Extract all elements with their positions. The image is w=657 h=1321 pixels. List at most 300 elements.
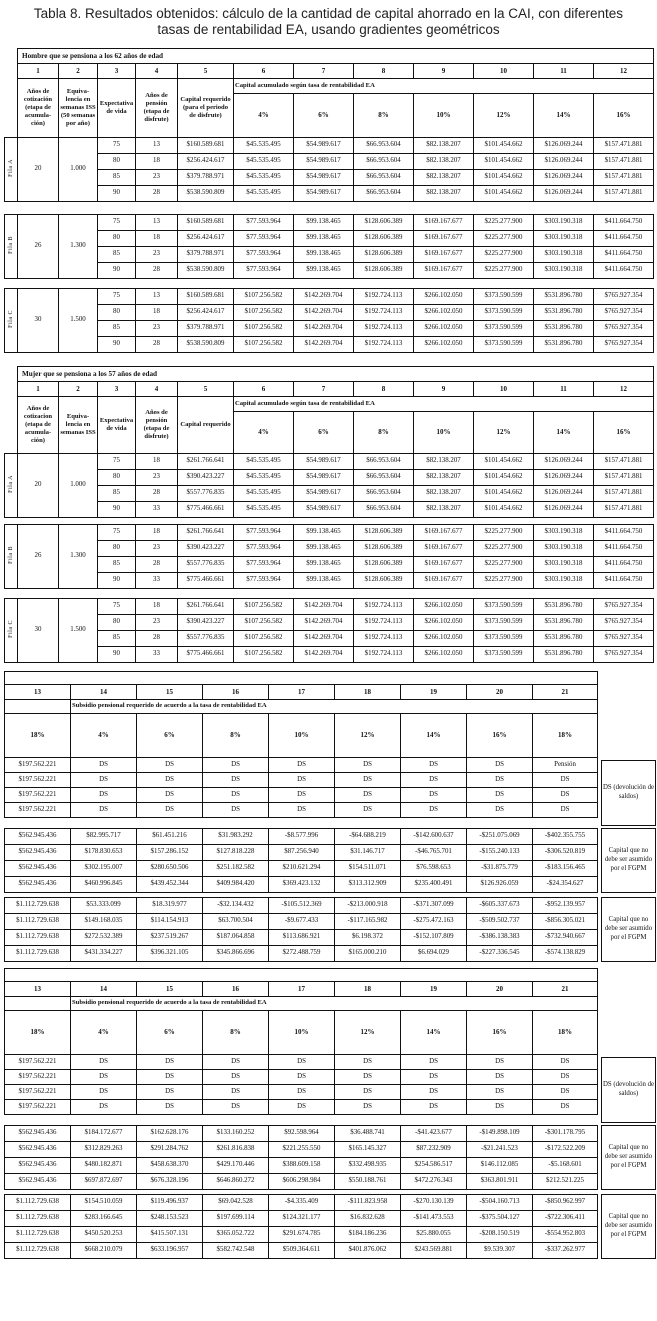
- subsidy-value: DS: [137, 1084, 203, 1099]
- column-number: 5: [178, 63, 234, 78]
- capital-acumulado: $99.138.465: [294, 214, 354, 230]
- capital-acumulado: $77.593.964: [234, 556, 294, 572]
- subsidy-value: DS: [137, 802, 203, 817]
- capital-acumulado: $225.277.900: [474, 556, 534, 572]
- subsidy-value: DS: [203, 787, 269, 802]
- capital-requerido: $160.589.681: [178, 137, 234, 153]
- subsidy-value: DS: [533, 1069, 598, 1084]
- column-number: 18: [335, 981, 401, 996]
- capital-acumulado: $107.256.582: [234, 288, 294, 304]
- column-number: 8: [354, 63, 414, 78]
- capital-value: $633.196.957: [137, 1242, 203, 1258]
- expectativa-vida: 85: [98, 485, 136, 501]
- rate-header: 10%: [414, 411, 474, 453]
- subsidy-value: DS: [203, 1084, 269, 1099]
- capital-acumulado: $411.664.750: [594, 556, 654, 572]
- capital-acumulado: $101.454.662: [474, 169, 534, 185]
- rate-header: 18%: [533, 713, 598, 757]
- capital-value: $582.742.548: [203, 1242, 269, 1258]
- capital-acumulado: $266.102.050: [414, 630, 474, 646]
- anos-pension: 18: [136, 524, 178, 540]
- capital-value: -$509.502.737: [467, 913, 533, 929]
- side-label-fgpm: Capital que no debe ser asumido por el FGPM: [601, 828, 656, 893]
- capital-value: $562.945.436: [5, 876, 71, 892]
- expectativa-vida: 75: [98, 137, 136, 153]
- capital-value: $25.880.055: [401, 1226, 467, 1242]
- tables-container: [0, 48, 657, 1259]
- capital-requerido: $261.766.641: [178, 453, 234, 469]
- capital-acumulado: $225.277.900: [474, 230, 534, 246]
- capital-acumulado: $531.896.780: [534, 598, 594, 614]
- subsidy-value: DS: [401, 802, 467, 817]
- capital-acumulado: $126.069.244: [534, 185, 594, 201]
- capital-value: $1.112.729.638: [5, 945, 71, 961]
- column-header: Años de pensión (etapa de disfrute): [136, 396, 178, 453]
- capital-value: $165.000.210: [335, 945, 401, 961]
- capital-requerido: $390.423.227: [178, 469, 234, 485]
- capital-acumulado: $107.256.582: [234, 304, 294, 320]
- capital-requerido: $379.788.971: [178, 246, 234, 262]
- capital-value: $114.154.913: [137, 913, 203, 929]
- capital-value: -$574.138.829: [533, 945, 598, 961]
- capital-value: $16.832.628: [335, 1210, 401, 1226]
- subsidy-section-men-subsidy: [4, 671, 657, 818]
- capital-acumulado: $303.190.318: [534, 246, 594, 262]
- expectativa-vida: 80: [98, 540, 136, 556]
- capital-value: $165.145.327: [335, 1141, 401, 1157]
- capital-value: -$301.178.795: [533, 1125, 598, 1141]
- capital-acumulado: $157.471.881: [594, 501, 654, 517]
- capital-value: $212.521.225: [533, 1173, 598, 1189]
- capital-value: -$554.952.803: [533, 1226, 598, 1242]
- capital-value: $127.818.228: [203, 844, 269, 860]
- capital-acumulado: $107.256.582: [234, 630, 294, 646]
- capital-value: $1.112.729.638: [5, 1226, 71, 1242]
- subsidy-value: DS: [71, 787, 137, 802]
- capital-value: -$142.600.637: [401, 828, 467, 844]
- rate-header: 8%: [354, 93, 414, 137]
- cotizacion-value: 20: [18, 137, 59, 201]
- expectativa-vida: 75: [98, 598, 136, 614]
- column-number: 13: [5, 981, 71, 996]
- capital-acumulado: $54.989.617: [294, 137, 354, 153]
- group-header: Capital acumulado según tasa de rentabilidad EA: [234, 78, 654, 93]
- capital-acumulado: $765.927.354: [594, 646, 654, 662]
- capital-requerido: $775.466.661: [178, 572, 234, 588]
- capital-value: $291.284.762: [137, 1141, 203, 1157]
- subsidy-value: Pensión: [533, 757, 598, 772]
- empty-cell: [5, 699, 71, 713]
- cotizacion-value: 26: [18, 214, 59, 278]
- anos-pension: 28: [136, 185, 178, 201]
- subsidy-value: DS: [533, 1099, 598, 1114]
- capital-value: $429.170.446: [203, 1157, 269, 1173]
- subsidy-table-men-subsidy: [4, 671, 598, 818]
- capital-value: -$227.336.545: [467, 945, 533, 961]
- column-number: 1: [18, 381, 59, 396]
- subsidy-value: DS: [533, 802, 598, 817]
- capital-value: $261.816.838: [203, 1141, 269, 1157]
- fila-label-text: Fila A: [7, 159, 14, 178]
- capital-value: $251.182.582: [203, 860, 269, 876]
- capital-acumulado: $266.102.050: [414, 336, 474, 352]
- capital-value: -$275.472.163: [401, 913, 467, 929]
- capital-value: $302.195.007: [71, 860, 137, 876]
- expectativa-vida: 85: [98, 169, 136, 185]
- anos-pension: 18: [136, 453, 178, 469]
- capital-acumulado: $128.606.389: [354, 230, 414, 246]
- capital-acumulado: $45.535.495: [234, 137, 294, 153]
- capital-acumulado: $66.953.604: [354, 453, 414, 469]
- capital-value: $31.983.292: [203, 828, 269, 844]
- anos-pension: 13: [136, 214, 178, 230]
- capital-value: $184.172.677: [71, 1125, 137, 1141]
- rate-header: 12%: [474, 411, 534, 453]
- capital-value: $210.621.294: [269, 860, 335, 876]
- column-number: 13: [5, 684, 71, 699]
- fila-label: [5, 524, 18, 588]
- capital-value: $254.586.517: [401, 1157, 467, 1173]
- column-number: 1: [18, 63, 59, 78]
- capital-value: $396.321.105: [137, 945, 203, 961]
- fila-label: [5, 137, 18, 201]
- subsidy-value: DS: [467, 1084, 533, 1099]
- capital-acumulado: $126.069.244: [534, 169, 594, 185]
- rate-header: 18%: [533, 1010, 598, 1054]
- capital-requerido: $261.766.641: [178, 524, 234, 540]
- column-number: 11: [534, 63, 594, 78]
- anos-pension: 28: [136, 262, 178, 278]
- capital-value: -$722.306.411: [533, 1210, 598, 1226]
- side-label-ds: DS (devolución de saldos): [601, 1057, 656, 1123]
- capital-acumulado: $192.724.113: [354, 614, 414, 630]
- capital-acumulado: $765.927.354: [594, 598, 654, 614]
- spacer-row: [5, 968, 598, 981]
- capital-acumulado: $54.989.617: [294, 501, 354, 517]
- capital-acumulado: $126.069.244: [534, 153, 594, 169]
- capital-acumulado: $45.535.495: [234, 185, 294, 201]
- capital-value: $184.186.236: [335, 1226, 401, 1242]
- capital-acumulado: $45.535.495: [234, 485, 294, 501]
- subsidy-value: DS: [71, 772, 137, 787]
- subsidy-value: DS: [401, 1054, 467, 1069]
- capital-value: $365.052.722: [203, 1226, 269, 1242]
- subsidy-value: DS: [533, 787, 598, 802]
- capital-value: -$117.165.982: [335, 913, 401, 929]
- capital-value: $313.312.909: [335, 876, 401, 892]
- capital-acumulado: $142.269.704: [294, 646, 354, 662]
- subsidy-value: DS: [401, 1069, 467, 1084]
- capital-value: $562.945.436: [5, 1125, 71, 1141]
- capital-acumulado: $157.471.881: [594, 469, 654, 485]
- capital-value: $237.519.267: [137, 929, 203, 945]
- capital-value: $562.945.436: [5, 828, 71, 844]
- fila-label-text: Fila B: [7, 236, 14, 255]
- rate-header: 4%: [234, 93, 294, 137]
- capital-acumulado: $45.535.495: [234, 501, 294, 517]
- capital-acumulado: $77.593.964: [234, 262, 294, 278]
- capital-value: $1.112.729.638: [5, 913, 71, 929]
- subsidy-value: DS: [137, 1099, 203, 1114]
- capital-value: -$856.305.021: [533, 913, 598, 929]
- capital-value: $87.256.940: [269, 844, 335, 860]
- expectativa-vida: 75: [98, 288, 136, 304]
- capital-acumulado: $54.989.617: [294, 453, 354, 469]
- capital-value: $92.598.964: [269, 1125, 335, 1141]
- subsidy-value: $197.562.221: [5, 802, 71, 817]
- subsidy-value: DS: [203, 772, 269, 787]
- subsidy-value: DS: [335, 802, 401, 817]
- column-number: 14: [71, 684, 137, 699]
- column-number: 6: [234, 63, 294, 78]
- pension-table-women-fila-b: [4, 524, 654, 589]
- capital-acumulado: $411.664.750: [594, 572, 654, 588]
- capital-acumulado: $411.664.750: [594, 246, 654, 262]
- capital-value: -$141.473.553: [401, 1210, 467, 1226]
- subsidy-value: DS: [269, 1054, 335, 1069]
- capital-acumulado: $142.269.704: [294, 288, 354, 304]
- capital-acumulado: $411.664.750: [594, 524, 654, 540]
- capital-value: $562.945.436: [5, 1157, 71, 1173]
- capital-acumulado: $107.256.582: [234, 614, 294, 630]
- column-number: 2: [59, 63, 98, 78]
- capital-value: $36.488.741: [335, 1125, 401, 1141]
- subsidy-value: $197.562.221: [5, 787, 71, 802]
- capital-value: -$24.354.627: [533, 876, 598, 892]
- capital-acumulado: $82.138.207: [414, 137, 474, 153]
- capital-acumulado: $303.190.318: [534, 230, 594, 246]
- capital-block-men-capital-1112: [4, 897, 657, 962]
- rate-header: 16%: [594, 411, 654, 453]
- capital-requerido: $557.776.835: [178, 485, 234, 501]
- subsidy-value: DS: [335, 1069, 401, 1084]
- capital-value: $187.064.858: [203, 929, 269, 945]
- capital-value: $345.866.696: [203, 945, 269, 961]
- subsidy-value: DS: [71, 1084, 137, 1099]
- column-number: 8: [354, 381, 414, 396]
- subsidy-value: DS: [401, 757, 467, 772]
- capital-block-women-capital-1112: [4, 1194, 657, 1259]
- capital-acumulado: $54.989.617: [294, 485, 354, 501]
- capital-value: -$208.150.519: [467, 1226, 533, 1242]
- capital-acumulado: $126.069.244: [534, 485, 594, 501]
- capital-acumulado: $373.590.599: [474, 646, 534, 662]
- capital-acumulado: $157.471.881: [594, 453, 654, 469]
- capital-value: $312.829.263: [71, 1141, 137, 1157]
- anos-pension: 23: [136, 246, 178, 262]
- capital-requerido: $390.423.227: [178, 540, 234, 556]
- rate-header: 6%: [137, 713, 203, 757]
- section-title: Mujer que se pensiona a los 57 años de edad: [18, 366, 654, 381]
- capital-acumulado: $126.069.244: [534, 453, 594, 469]
- capital-value: -$371.307.099: [401, 897, 467, 913]
- capital-value: $243.569.881: [401, 1242, 467, 1258]
- capital-value: $283.166.645: [71, 1210, 137, 1226]
- column-number: 10: [474, 63, 534, 78]
- subsidy-value: DS: [137, 1054, 203, 1069]
- capital-acumulado: $99.138.465: [294, 246, 354, 262]
- column-number: 9: [414, 381, 474, 396]
- capital-acumulado: $142.269.704: [294, 320, 354, 336]
- rate-header: 4%: [71, 1010, 137, 1054]
- capital-acumulado: $77.593.964: [234, 230, 294, 246]
- capital-acumulado: $373.590.599: [474, 304, 534, 320]
- capital-value: $6.694.029: [401, 945, 467, 961]
- capital-value: -$5.168.601: [533, 1157, 598, 1173]
- column-header: Capital requerido (para el periodo de disfrute): [178, 78, 234, 137]
- capital-value: $113.686.921: [269, 929, 335, 945]
- subsidy-value: DS: [269, 1084, 335, 1099]
- spacer-cell: [5, 396, 18, 453]
- anos-pension: 23: [136, 169, 178, 185]
- subsidy-value: DS: [335, 772, 401, 787]
- capital-acumulado: $99.138.465: [294, 524, 354, 540]
- capital-value: $221.255.550: [269, 1141, 335, 1157]
- capital-requerido: $775.466.661: [178, 646, 234, 662]
- subsidy-value: DS: [137, 757, 203, 772]
- capital-acumulado: $54.989.617: [294, 469, 354, 485]
- column-header: Equivalencia en semanas ISS (50 semanas por año): [59, 78, 98, 137]
- capital-acumulado: $157.471.881: [594, 153, 654, 169]
- subsidy-value: DS: [269, 772, 335, 787]
- capital-acumulado: $225.277.900: [474, 572, 534, 588]
- expectativa-vida: 85: [98, 320, 136, 336]
- subsidy-value: DS: [533, 772, 598, 787]
- capital-acumulado: $101.454.662: [474, 185, 534, 201]
- capital-requerido: $256.424.617: [178, 304, 234, 320]
- semanas-value: 1.000: [59, 137, 98, 201]
- capital-acumulado: $45.535.495: [234, 169, 294, 185]
- capital-acumulado: $157.471.881: [594, 169, 654, 185]
- capital-acumulado: $373.590.599: [474, 288, 534, 304]
- rate-header: 12%: [474, 93, 534, 137]
- capital-acumulado: $169.167.677: [414, 262, 474, 278]
- capital-value: -$31.875.779: [467, 860, 533, 876]
- capital-acumulado: $531.896.780: [534, 614, 594, 630]
- capital-value: $87.232.909: [401, 1141, 467, 1157]
- subsidy-value: DS: [335, 1054, 401, 1069]
- capital-acumulado: $531.896.780: [534, 336, 594, 352]
- capital-acumulado: $82.138.207: [414, 169, 474, 185]
- cotizacion-value: 26: [18, 524, 59, 588]
- capital-acumulado: $82.138.207: [414, 501, 474, 517]
- capital-acumulado: $266.102.050: [414, 614, 474, 630]
- capital-acumulado: $411.664.750: [594, 230, 654, 246]
- subsidy-value: DS: [467, 772, 533, 787]
- capital-acumulado: $192.724.113: [354, 598, 414, 614]
- rate-header: 6%: [137, 1010, 203, 1054]
- anos-pension: 13: [136, 288, 178, 304]
- capital-value: -$4.335.409: [269, 1194, 335, 1210]
- capital-acumulado: $82.138.207: [414, 453, 474, 469]
- capital-acumulado: $101.454.662: [474, 453, 534, 469]
- capital-acumulado: $107.256.582: [234, 598, 294, 614]
- capital-acumulado: $54.989.617: [294, 169, 354, 185]
- capital-acumulado: $54.989.617: [294, 185, 354, 201]
- capital-value: -$46.765.701: [401, 844, 467, 860]
- rate-header: 8%: [203, 1010, 269, 1054]
- capital-acumulado: $531.896.780: [534, 304, 594, 320]
- capital-acumulado: $77.593.964: [234, 246, 294, 262]
- expectativa-vida: 75: [98, 453, 136, 469]
- column-number: 10: [474, 381, 534, 396]
- anos-pension: 28: [136, 556, 178, 572]
- rate-header: 8%: [354, 411, 414, 453]
- capital-value: $409.984.420: [203, 876, 269, 892]
- subsidy-value: DS: [269, 787, 335, 802]
- subsidy-value: DS: [203, 1069, 269, 1084]
- capital-acumulado: $303.190.318: [534, 556, 594, 572]
- subsidy-value: DS: [137, 1069, 203, 1084]
- expectativa-vida: 80: [98, 304, 136, 320]
- subsidy-value: DS: [71, 757, 137, 772]
- capital-acumulado: $411.664.750: [594, 262, 654, 278]
- capital-value: -$149.898.109: [467, 1125, 533, 1141]
- capital-value: $439.452.344: [137, 876, 203, 892]
- capital-value: $69.042.528: [203, 1194, 269, 1210]
- spacer-cell: [5, 63, 18, 78]
- capital-value: $248.153.523: [137, 1210, 203, 1226]
- capital-requerido: $256.424.617: [178, 230, 234, 246]
- side-label-fgpm: Capital que no debe ser asumido por el FGPM: [601, 897, 656, 962]
- capital-acumulado: $266.102.050: [414, 288, 474, 304]
- column-header: Expectativa de vida: [98, 78, 136, 137]
- rate-header: 12%: [335, 1010, 401, 1054]
- subsidy-value: DS: [71, 1069, 137, 1084]
- rate-header: 6%: [294, 93, 354, 137]
- capital-acumulado: $531.896.780: [534, 646, 594, 662]
- anos-pension: 18: [136, 598, 178, 614]
- capital-value: -$213.000.918: [335, 897, 401, 913]
- capital-acumulado: $169.167.677: [414, 572, 474, 588]
- capital-value: $1.112.729.638: [5, 1210, 71, 1226]
- subsidy-value: DS: [335, 757, 401, 772]
- capital-value: -$605.337.673: [467, 897, 533, 913]
- column-header: Capital requerido: [178, 396, 234, 453]
- expectativa-vida: 90: [98, 262, 136, 278]
- capital-acumulado: $77.593.964: [234, 540, 294, 556]
- capital-acumulado: $303.190.318: [534, 214, 594, 230]
- column-number: 19: [401, 684, 467, 699]
- expectativa-vida: 90: [98, 185, 136, 201]
- capital-acumulado: $142.269.704: [294, 630, 354, 646]
- capital-acumulado: $373.590.599: [474, 614, 534, 630]
- capital-acumulado: $157.471.881: [594, 185, 654, 201]
- column-header: Años de pensión (etapa de disfrute): [136, 78, 178, 137]
- column-number: 17: [269, 684, 335, 699]
- anos-pension: 18: [136, 304, 178, 320]
- capital-acumulado: $77.593.964: [234, 214, 294, 230]
- capital-acumulado: $66.953.604: [354, 469, 414, 485]
- fila-label: [5, 214, 18, 278]
- capital-acumulado: $107.256.582: [234, 646, 294, 662]
- expectativa-vida: 90: [98, 501, 136, 517]
- capital-value: $1.112.729.638: [5, 897, 71, 913]
- capital-value: $178.830.653: [71, 844, 137, 860]
- expectativa-vida: 85: [98, 630, 136, 646]
- capital-value: $162.628.176: [137, 1125, 203, 1141]
- capital-acumulado: $101.454.662: [474, 485, 534, 501]
- column-number: 14: [71, 981, 137, 996]
- capital-acumulado: $142.269.704: [294, 598, 354, 614]
- subsidy-value: $197.562.221: [5, 1084, 71, 1099]
- column-number: 11: [534, 381, 594, 396]
- anos-pension: 23: [136, 320, 178, 336]
- column-number: 15: [137, 981, 203, 996]
- capital-acumulado: $66.953.604: [354, 185, 414, 201]
- spacer-cell: [5, 78, 18, 137]
- capital-value: $53.333.099: [71, 897, 137, 913]
